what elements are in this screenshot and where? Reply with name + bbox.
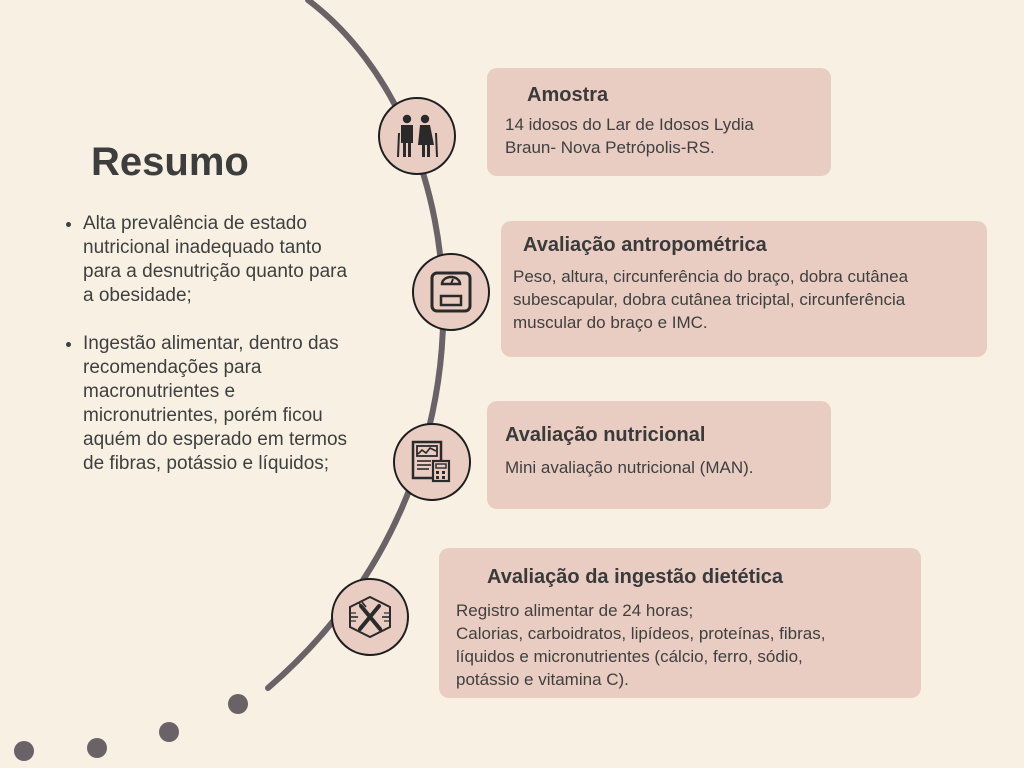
card-body [505, 456, 753, 479]
card-body-line: Registro alimentar de 24 horas; [456, 601, 694, 620]
card-nutricional [487, 401, 831, 509]
card-title: Amostra [527, 84, 609, 106]
decorative-dot [228, 694, 248, 714]
page-title: Resumo [91, 140, 249, 184]
card-title: Avaliação antropométrica [523, 234, 767, 256]
decorative-dot [87, 738, 107, 758]
card-body-line: muscular do braço e IMC. [513, 313, 708, 332]
card-body-line: Calorias, carboidratos, lipídeos, proteínas, fibras, [456, 624, 826, 643]
card-body-line: líquidos e micronutrientes (cálcio, ferro, sódio, [456, 647, 803, 666]
summary-bullet: • Alta prevalência de estado nutricional inadequado tanto para a desnutrição quanto para a obesidade; [83, 212, 353, 308]
card-body-line: Braun- Nova Petrópolis-RS. [505, 138, 715, 157]
card-title: Avaliação nutricional [505, 424, 706, 446]
card-body [456, 599, 825, 691]
scale-icon [412, 253, 490, 331]
card-body-line: Mini avaliação nutricional (MAN). [505, 458, 754, 477]
card-amostra [487, 68, 831, 176]
report-calculator-icon [393, 423, 471, 501]
card-body-line: potássio e vitamina C). [456, 670, 629, 689]
card-body [505, 113, 754, 159]
elderly-couple-icon [378, 97, 456, 175]
card-body-line: 14 idosos do Lar de Idosos Lydia [505, 115, 754, 134]
fork-knife-icon [331, 578, 409, 656]
card-antropometrica [501, 221, 987, 357]
summary-bullet: • Ingestão alimentar, dentro das recomendações para macronutrientes e micronutrientes, porém ficou aquém do esperado em termos de fibras, potássio e líquidos; [83, 332, 353, 476]
card-body-line: subescapular, dobra cutânea triciptal, circunferência [513, 290, 906, 309]
decorative-dot [14, 741, 34, 761]
card-body [513, 265, 908, 334]
decorative-dot [159, 722, 179, 742]
card-body-line: Peso, altura, circunferência do braço, dobra cutânea [513, 267, 909, 286]
card-ingestao [439, 548, 921, 698]
summary-list [60, 212, 353, 500]
card-title: Avaliação da ingestão dietética [487, 566, 784, 588]
